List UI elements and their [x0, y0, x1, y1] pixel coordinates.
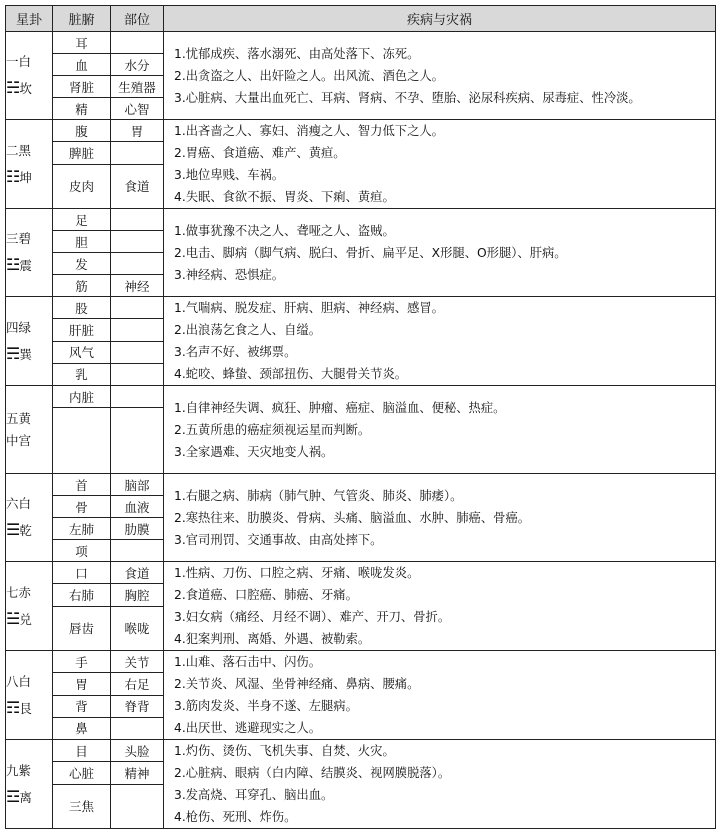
star-cell — [6, 386, 53, 474]
trigram-icon: ☱ — [6, 608, 20, 628]
part-cell — [111, 540, 164, 562]
star-cell — [6, 474, 53, 562]
part-cell: 生殖器 — [111, 76, 164, 98]
part-cell: 胸腔 — [111, 584, 164, 606]
part-cell — [111, 408, 164, 474]
disease-item: 2.关节炎、风湿、坐骨神经痛、鼻病、腰痛。 — [174, 677, 420, 691]
organ-cell: 皮肉 — [53, 164, 111, 209]
disease-item: 4.出厌世、逃避现实之人。 — [174, 721, 321, 735]
disease-cell — [164, 297, 716, 386]
organ-cell: 目 — [53, 740, 111, 762]
part-cell: 心智 — [111, 98, 164, 120]
organ-cell: 筋 — [53, 275, 111, 297]
trigram-label — [6, 697, 52, 720]
part-cell: 血液 — [111, 496, 164, 518]
organ-cell: 鼻 — [53, 717, 111, 739]
organ-cell: 骨 — [53, 496, 111, 518]
organ-cell: 脾脏 — [53, 142, 111, 164]
disease-cell — [164, 32, 716, 120]
trigram-label — [6, 786, 52, 809]
trigram-name: 离 — [19, 789, 32, 805]
organ-cell — [53, 408, 111, 474]
disease-item: 3.神经病、恐惧症。 — [174, 267, 285, 282]
part-cell — [111, 231, 164, 253]
disease-item: 1.自律神经失调、疯狂、肿瘤、癌症、脑溢血、便秘、热症。 — [174, 400, 506, 415]
part-cell — [111, 297, 164, 319]
table-body — [6, 32, 716, 829]
organ-cell: 耳 — [53, 32, 111, 54]
part-cell: 胃 — [111, 120, 164, 142]
trigram-icon: ☲ — [6, 786, 20, 806]
part-cell — [111, 32, 164, 54]
star-cell — [6, 209, 53, 297]
disease-item: 3.筋肉发炎、半身不遂、左腿病。 — [174, 699, 358, 713]
star-cell — [6, 562, 53, 651]
table-row — [6, 386, 716, 408]
star-name: 五黄 — [6, 410, 32, 426]
organ-cell: 右肺 — [53, 584, 111, 606]
part-cell — [111, 253, 164, 275]
organ-cell: 腹 — [53, 120, 111, 142]
disease-item: 3.名声不好、被绑票。 — [174, 345, 297, 359]
disease-item: 3.官司刑罚、交通事故、由高处摔下。 — [174, 532, 383, 547]
star-name: 二黑 — [6, 142, 32, 158]
disease-item: 2.出贪盗之人、出奸险之人。出风流、酒色之人。 — [174, 68, 444, 83]
part-cell: 关节 — [111, 651, 164, 673]
organ-cell: 肝脏 — [53, 319, 111, 341]
organ-cell: 内脏 — [53, 386, 111, 408]
trigram-label — [6, 608, 52, 631]
trigram-icon: ☳ — [6, 255, 20, 274]
disease-item: 1.山难、落石击中、闪伤。 — [174, 655, 321, 669]
disease-item: 4.蛇咬、蜂蛰、颈部扭伤、大腿骨关节炎。 — [174, 367, 408, 381]
star-name: 一白 — [6, 54, 32, 69]
star-cell — [6, 651, 53, 740]
organ-cell: 风气 — [53, 341, 111, 363]
organ-cell: 三焦 — [53, 784, 111, 829]
header-part: 部位 — [111, 6, 164, 32]
disease-cell — [164, 386, 716, 474]
organ-cell: 肾脏 — [53, 76, 111, 98]
organ-cell: 精 — [53, 98, 111, 120]
organ-cell: 项 — [53, 540, 111, 562]
part-cell: 头脸 — [111, 740, 164, 762]
trigram-name: 坤 — [19, 169, 32, 185]
part-cell: 食道 — [111, 164, 164, 209]
disease-item: 1.性病、刀伤、口腔之病、牙痛、喉咙发炎。 — [174, 566, 420, 580]
header-row — [6, 6, 716, 32]
part-cell: 食道 — [111, 562, 164, 584]
disease-item: 1.出吝啬之人、寡妇、消瘦之人、智力低下之人。 — [174, 124, 444, 138]
part-cell — [111, 784, 164, 829]
table-row — [6, 474, 716, 496]
disease-item: 3.全家遇难、天灾地变人祸。 — [174, 444, 334, 459]
disease-item: 3.发高烧、耳穿孔、脑出血。 — [174, 788, 334, 802]
disease-item: 2.出浪荡乞食之人、自缢。 — [174, 323, 321, 337]
header-organ: 脏腑 — [53, 6, 111, 32]
disease-item: 3.地位卑贱、车祸。 — [174, 168, 285, 182]
part-cell — [111, 319, 164, 341]
disease-item: 2.心脏病、眼病（白内障、结膜炎、视网膜脱落）。 — [174, 766, 451, 780]
star-name: 八白 — [6, 673, 32, 689]
star-cell — [6, 740, 53, 829]
header-disease: 疾病与灾祸 — [164, 6, 716, 32]
part-cell — [111, 341, 164, 363]
disease-item: 2.电击、脚病（脚气病、脱臼、骨折、扁平足、X形腿、O形腿）、肝病。 — [174, 245, 567, 260]
part-cell: 肋膜 — [111, 518, 164, 540]
trigram-label — [6, 430, 52, 452]
table-row — [6, 297, 716, 319]
organ-cell: 心脏 — [53, 762, 111, 784]
trigram-icon: ☶ — [6, 697, 20, 717]
part-cell: 精神 — [111, 762, 164, 784]
star-cell — [6, 120, 53, 209]
disease-item: 3.妇女病（痛经、月经不调）、难产、开刀、骨折。 — [174, 610, 451, 624]
trigram-name: 坎 — [19, 81, 32, 96]
part-cell: 右足 — [111, 673, 164, 695]
star-cell — [6, 32, 53, 120]
table-row — [6, 120, 716, 142]
disease-item: 1.忧郁成疾、落水溺死、由高处落下、冻死。 — [174, 46, 420, 61]
disease-cell — [164, 740, 716, 829]
disease-table — [5, 5, 716, 829]
organ-cell: 唇齿 — [53, 606, 111, 651]
star-name: 九紫 — [6, 762, 32, 778]
organ-cell: 首 — [53, 474, 111, 496]
disease-item: 4.枪伤、死刑、炸伤。 — [174, 810, 297, 824]
disease-cell — [164, 651, 716, 740]
part-cell — [111, 209, 164, 231]
trigram-label — [6, 254, 52, 277]
organ-cell: 发 — [53, 253, 111, 275]
disease-item: 4.失眠、食欲不振、胃炎、下痢、黄疸。 — [174, 190, 395, 204]
trigram-label — [6, 519, 52, 542]
part-cell — [111, 717, 164, 739]
disease-cell — [164, 120, 716, 209]
disease-item: 2.寒热往来、肋膜炎、骨病、头痛、脑溢血、水肿、肺癌、骨癌。 — [174, 510, 531, 525]
disease-item: 1.右腿之病、肺病（肺气肿、气管炎、肺炎、肺痿）。 — [174, 488, 463, 503]
trigram-name: 震 — [19, 258, 32, 273]
part-cell — [111, 142, 164, 164]
disease-item: 2.胃癌、食道癌、难产、黄疸。 — [174, 146, 346, 160]
star-name: 七赤 — [6, 584, 32, 600]
part-cell: 水分 — [111, 54, 164, 76]
table-row — [6, 740, 716, 762]
table-container — [5, 5, 716, 829]
star-cell — [6, 297, 53, 386]
star-name: 六白 — [6, 496, 32, 511]
disease-item: 1.做事犹豫不决之人、聋哑之人、盗贼。 — [174, 223, 395, 238]
disease-cell — [164, 209, 716, 297]
organ-cell: 股 — [53, 297, 111, 319]
disease-item: 3.心脏病、大量出血死亡、耳病、肾病、不孕、堕胎、泌尿科疾病、尿毒症、性冷淡。 — [174, 90, 641, 105]
organ-cell: 足 — [53, 209, 111, 231]
header-star: 星卦 — [6, 6, 53, 32]
disease-item: 4.犯案判刑、离婚、外遇、被勒索。 — [174, 632, 371, 646]
disease-item: 1.气喘病、脱发症、肝病、胆病、神经病、感冒。 — [174, 301, 444, 315]
organ-cell: 背 — [53, 695, 111, 717]
trigram-icon: ☵ — [6, 78, 20, 97]
trigram-name: 兑 — [19, 611, 32, 627]
disease-item: 2.食道癌、口腔癌、肺癌、牙痛。 — [174, 588, 358, 602]
disease-item: 2.五黄所患的癌症须视运星而判断。 — [174, 422, 371, 437]
part-cell — [111, 386, 164, 408]
table-row — [6, 32, 716, 54]
part-cell: 脑部 — [111, 474, 164, 496]
disease-cell — [164, 562, 716, 651]
table-row — [6, 651, 716, 673]
trigram-name: 艮 — [19, 700, 32, 716]
part-cell: 脊背 — [111, 695, 164, 717]
trigram-name: 乾 — [19, 523, 32, 538]
part-cell — [111, 363, 164, 385]
disease-item: 1.灼伤、烫伤、飞机失事、自焚、火灾。 — [174, 744, 395, 758]
organ-cell: 乳 — [53, 363, 111, 385]
disease-cell — [164, 474, 716, 562]
table-row — [6, 209, 716, 231]
organ-cell: 口 — [53, 562, 111, 584]
table-row — [6, 562, 716, 584]
part-cell: 喉咙 — [111, 606, 164, 651]
trigram-name: 巽 — [19, 346, 32, 362]
organ-cell: 血 — [53, 54, 111, 76]
star-name: 四绿 — [6, 319, 32, 335]
trigram-label — [6, 166, 52, 189]
organ-cell: 胆 — [53, 231, 111, 253]
trigram-icon: ☷ — [6, 166, 20, 186]
organ-cell: 胃 — [53, 673, 111, 695]
trigram-name: 中宫 — [6, 432, 32, 448]
star-name: 三碧 — [6, 231, 32, 246]
trigram-label — [6, 343, 52, 366]
trigram-icon: ☰ — [6, 520, 20, 539]
organ-cell: 手 — [53, 651, 111, 673]
trigram-icon: ☴ — [6, 343, 20, 363]
organ-cell: 左肺 — [53, 518, 111, 540]
part-cell: 神经 — [111, 275, 164, 297]
trigram-label — [6, 77, 52, 100]
